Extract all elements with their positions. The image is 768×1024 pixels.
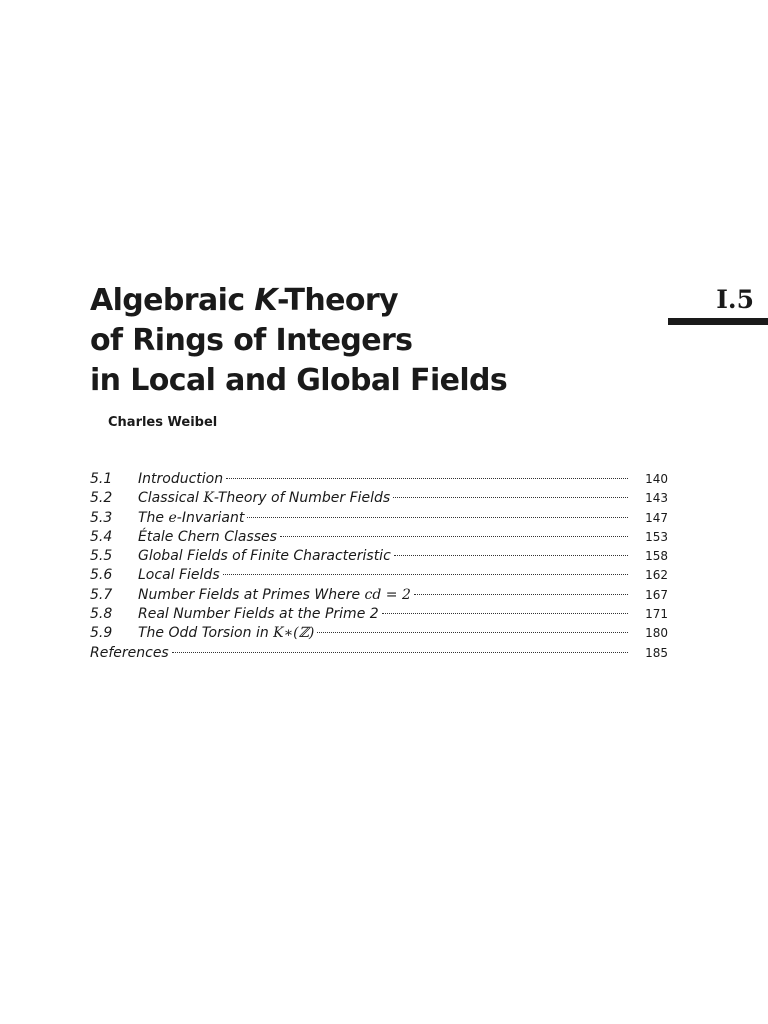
toc-dot-leader: [382, 613, 628, 614]
toc-title-text: The Odd Torsion in: [138, 625, 274, 642]
toc-title-text: The: [138, 509, 169, 526]
toc-section-title: [138, 605, 379, 624]
toc-title-math: K: [203, 490, 214, 507]
toc-entry[interactable]: [90, 470, 668, 489]
toc-entry[interactable]: [90, 509, 668, 528]
chapter-title-line-2: of Rings of Integers: [90, 323, 413, 358]
toc-dot-leader: [223, 574, 628, 575]
title-line-1-k: K: [254, 283, 278, 318]
title-line-1-prefix: Algebraic: [90, 283, 255, 318]
toc-title-text: Global Fields of Finite Characteristic: [138, 548, 391, 565]
toc-section-number: 5.4: [90, 528, 113, 545]
toc-dot-leader: [280, 536, 628, 537]
chapter-title: [90, 281, 507, 401]
toc-section-number: 5.5: [90, 548, 113, 565]
toc-title-text-end: -Invariant: [176, 509, 245, 526]
toc-dot-leader: [393, 497, 628, 498]
toc-title-text: Introduction: [138, 471, 224, 487]
toc-title-text: Classical: [138, 490, 204, 507]
toc-dot-leader: [226, 478, 628, 479]
toc-title-text: Local Fields: [138, 567, 220, 584]
toc-entry[interactable]: [90, 624, 668, 643]
toc-dot-leader: [172, 652, 628, 653]
toc-page-number: 162: [645, 568, 668, 583]
toc-section-number: 5.8: [90, 606, 113, 623]
toc-page-number: 167: [645, 587, 668, 602]
toc-title-math: cd = 2: [364, 586, 411, 603]
toc-page-number: 140: [645, 472, 668, 486]
toc-title-text: Real Number Fields at the Prime 2: [138, 606, 379, 623]
toc-entry-references[interactable]: [90, 644, 668, 663]
toc-title-text: References: [90, 644, 169, 661]
toc-entry[interactable]: [90, 605, 668, 624]
toc-entry[interactable]: [90, 489, 668, 508]
toc-page-number: 153: [645, 529, 668, 544]
chapter-title-line-1: [90, 281, 507, 321]
toc-section-title: [138, 489, 390, 508]
toc-page-number: 180: [645, 626, 668, 641]
toc-section-title: [138, 528, 277, 547]
toc-title-text-end: -Theory of Number Fields: [213, 490, 391, 507]
toc-section-title: [138, 470, 223, 489]
toc-dot-leader: [394, 555, 628, 556]
toc-section-number: 5.9: [90, 625, 113, 642]
toc-title-text: Étale Chern Classes: [138, 528, 277, 545]
toc-entry[interactable]: [90, 566, 668, 585]
toc-title-text: Number Fields at Primes Where: [138, 586, 365, 603]
toc-section-number: 5.7: [90, 586, 113, 603]
toc-entry[interactable]: [90, 528, 668, 547]
toc-section-number: 5.1: [90, 471, 113, 487]
toc-section-title: [138, 509, 244, 528]
toc-page-number: 185: [645, 645, 668, 660]
toc-section-title: [138, 624, 314, 643]
toc-page-number: 158: [645, 549, 668, 564]
toc-page-number: 171: [645, 607, 668, 622]
toc-section-number: 5.2: [90, 490, 113, 507]
toc-dot-leader: [414, 594, 628, 595]
toc-page-number: 143: [645, 491, 668, 506]
toc-title-math: K∗(ℤ): [273, 625, 315, 642]
title-line-1-suffix: -Theory: [277, 283, 398, 318]
toc-dot-leader: [317, 632, 628, 633]
toc-section-title: [138, 547, 391, 566]
toc-section-title: [138, 566, 220, 585]
chapter-rule: [668, 318, 768, 325]
chapter-number: I.5: [716, 285, 754, 314]
toc-entry[interactable]: [90, 586, 668, 605]
toc-dot-leader: [247, 517, 628, 518]
toc-section-number: 5.6: [90, 567, 113, 584]
table-of-contents: [90, 470, 668, 663]
toc-title-math: e: [168, 509, 177, 526]
author-name: Charles Weibel: [108, 415, 218, 430]
toc-section-number: 5.3: [90, 509, 113, 526]
toc-section-title: [90, 644, 169, 663]
chapter-title-line-3: in Local and Global Fields: [90, 363, 508, 398]
toc-page-number: 147: [645, 510, 668, 525]
toc-section-title: [138, 586, 411, 605]
toc-entry[interactable]: [90, 547, 668, 566]
